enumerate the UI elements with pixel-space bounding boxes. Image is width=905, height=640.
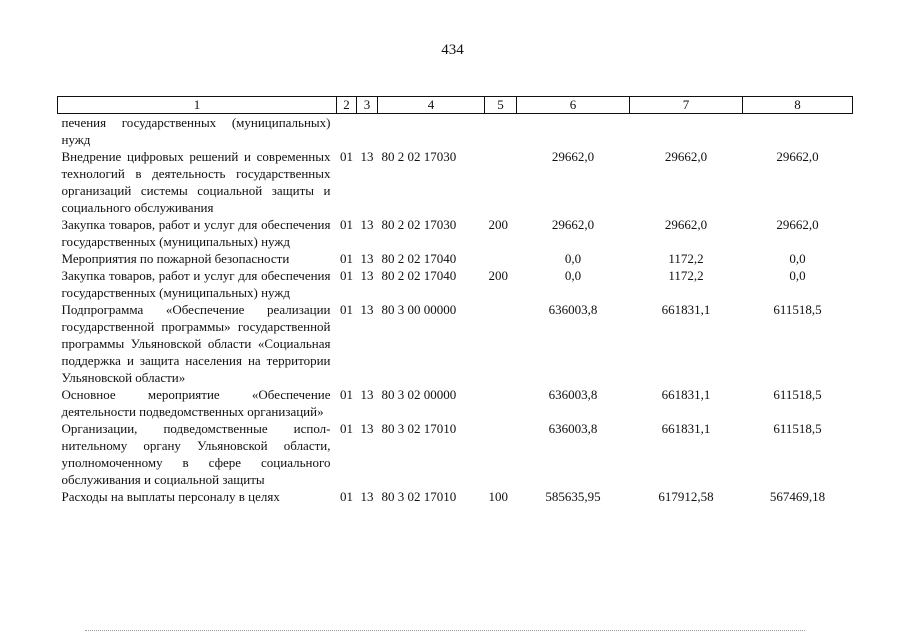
target-article-code: 80 2 02 17030 [381,149,457,164]
amount-year-3: 567469,18 [769,489,826,504]
table-body [58,114,853,506]
item-name: Мероприятия по пожарной безопасности [61,251,290,266]
amount-year-1: 29662,0 [551,149,595,164]
section-code: 01 [340,421,353,436]
amount-year-2: 661831,1 [661,387,711,402]
item-name: Подпрограмма «Обеспечение реализации государственной программы» государственной программы Ульяновской области «Социальная поддержка и защита населения на территории Ульяновской области» [61,302,331,385]
table-row [58,420,853,488]
amount-year-3: 29662,0 [776,217,819,232]
amount-year-1: 636003,8 [548,387,598,402]
expense-type-code [485,301,517,386]
item-name: Организации, подведомственные исполнительному органу Ульяновской области, уполномоченному в сфере социального обслуживания и социальной защиты [61,421,331,487]
expense-type-code [485,114,517,149]
item-name: Основное мероприятие «Обеспечение деятельности подведомственных организаций» [61,387,331,419]
section-code: 01 [340,387,353,402]
col-header-7: 7 [630,97,743,114]
amount-year-3: 611518,5 [773,387,822,402]
table-row [58,250,853,267]
subsection-code: 13 [360,251,374,266]
amount-year-2: 661831,1 [661,302,711,317]
amount-year-2 [630,114,743,149]
item-name: Расходы на выплаты персоналу в целях [61,489,280,504]
amount-year-1: 585635,95 [545,489,601,504]
amount-year-3: 611518,5 [773,302,822,317]
col-header-6: 6 [517,97,630,114]
subsection-code: 13 [360,489,374,504]
amount-year-3: 0,0 [789,251,806,266]
target-article-code: 80 2 02 17040 [381,268,457,283]
col-header-2: 2 [337,97,357,114]
expense-type-code: 200 [488,217,508,232]
section-code: 01 [340,149,353,164]
target-article-code: 80 3 02 17010 [381,489,457,504]
item-name: Закупка товаров, работ и услуг для обеспечения государственных (муниципальных) нужд [61,268,331,300]
section-code: 01 [340,489,353,504]
amount-year-2: 29662,0 [664,217,708,232]
table-row [58,488,853,505]
amount-year-1: 0,0 [564,251,582,266]
amount-year-2: 29662,0 [664,149,708,164]
amount-year-3: 611518,5 [773,421,822,436]
item-name: Закупка товаров, работ и услуг для обеспечения государственных (муниципальных) нужд [61,217,331,249]
amount-year-2: 1172,2 [668,251,704,266]
col-header-5: 5 [485,97,517,114]
subsection-code: 13 [360,217,374,232]
section-code [337,114,357,149]
subsection-code: 13 [360,421,374,436]
table-row [58,114,853,149]
amount-year-2: 1172,2 [668,268,704,283]
table-row [58,148,853,216]
item-name: печения государственных (муниципальных) нужд [61,115,331,147]
subsection-code: 13 [360,387,374,402]
section-code: 01 [340,302,353,317]
target-article-code: 80 2 02 17030 [381,217,457,232]
amount-year-2: 617912,58 [658,489,714,504]
amount-year-3 [743,114,853,149]
target-article-code: 80 3 00 00000 [381,302,457,317]
col-header-4: 4 [378,97,485,114]
col-header-8: 8 [743,97,853,114]
table-row [58,386,853,420]
table-row [58,301,853,386]
expense-type-code [485,250,517,267]
item-name: Внедрение цифровых решений и современных технологий в деятельность государственных организаций системы социальной защиты и социального обслуживания [61,149,331,215]
table-header [58,97,853,114]
col-header-1: 1 [58,97,337,114]
scan-edge-divider [85,630,805,632]
subsection-code: 13 [360,268,374,283]
expense-type-code [485,386,517,420]
expense-type-code [485,148,517,216]
expense-type-code [485,420,517,488]
amount-year-1: 0,0 [564,268,582,283]
amount-year-1: 29662,0 [551,217,595,232]
target-article-code: 80 3 02 17010 [381,421,457,436]
target-article-code: 80 3 02 00000 [381,387,457,402]
section-code: 01 [340,217,353,232]
budget-table [57,96,853,505]
amount-year-1 [517,114,630,149]
table-row [58,216,853,250]
table-row [58,267,853,301]
target-article-code: 80 2 02 17040 [381,251,457,266]
target-article-code [378,114,485,149]
amount-year-2: 661831,1 [661,421,711,436]
header-row [58,97,853,114]
amount-year-3: 29662,0 [776,149,819,164]
expense-type-code: 100 [488,489,508,504]
section-code: 01 [340,251,353,266]
subsection-code [357,114,378,149]
subsection-code: 13 [360,302,374,317]
amount-year-1: 636003,8 [548,302,598,317]
subsection-code: 13 [360,149,374,164]
page-number: 434 [441,42,464,58]
amount-year-1: 636003,8 [548,421,598,436]
expense-type-code: 200 [488,268,508,283]
section-code: 01 [340,268,353,283]
amount-year-3: 0,0 [789,268,806,283]
col-header-3: 3 [357,97,378,114]
